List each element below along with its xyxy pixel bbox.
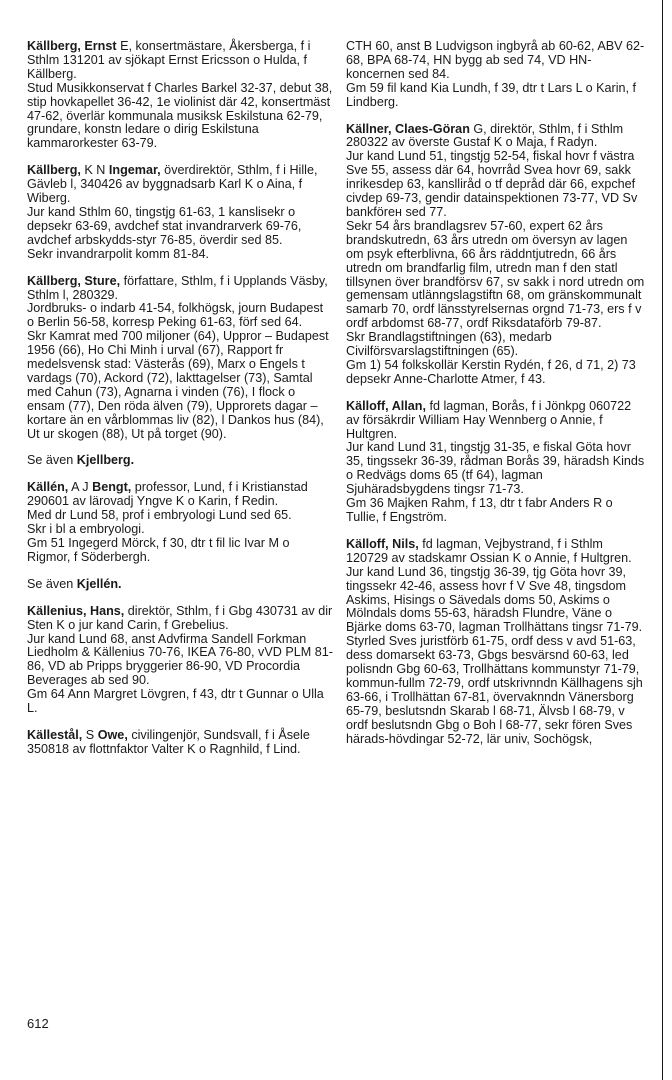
entry-head	[346, 400, 646, 442]
entry-head	[346, 538, 646, 566]
entry-paragraph: Jur kand Lund 68, anst Advfirma Sandell Forkman Liedholm & Källenius 70-76, IKEA 76-80, vVD PLM 81-86, VD ab Pripps bryggerier 86-90, VD Procordia Beverages ab sed 90.	[27, 631, 333, 688]
entry-paragraph: Jordbruks- o indarb 41-54, folkhögsk, journ Budapest o Berlin 56-58, korresp Peking 61-63, förf sed 64.	[27, 301, 324, 330]
entry-head	[346, 123, 646, 151]
entry-kallen-bengt	[27, 481, 333, 564]
page-edge-rule	[662, 0, 663, 1080]
entry-paragraph: Jur kand Lund 36, tingstjg 36-39, tjg Göta hovr 39, tingssekr 42-46, assess hovr f V Sve 48, tingsdom Askims, Hisings o Sävedals doms 50, Askims o Mölndals doms 55-63, häradsh Flundre, Väne o Bjärke doms 63-70, lagman Trollhättans tingsr 71-79.	[346, 564, 643, 635]
entry-kallenius-hans	[27, 605, 333, 716]
entry-kallberg-sture	[27, 275, 333, 442]
entry-paragraph: Gm 59 fil kand Kia Lundh, f 39, dtr t Lars L o Karin, f Lindberg.	[346, 80, 637, 109]
entry-intro: författare, Sthlm, f i Upplands Väsby, Sthlm l, 280329.	[27, 273, 328, 302]
left-column	[27, 40, 333, 770]
headword-given-name: Bengt,	[92, 480, 132, 495]
entry-initials: K N	[80, 163, 109, 178]
entry-paragraph: Skr Kamrat med 700 miljoner (64), Uppror – Budapest 1956 (66), Ho Chi Minh i urval (67), Rapport fr medelsvensk stad: Västerås (69), Marx o Engels t vardags (70), Ackord (72), lakttagelser (73), Samtal med Cahun (73), Agnarna i vinden (76), I flock o ensam (77), Den röda älven (79), Upprorets dagar – kortare än en vårblommas liv (82), l Dankos hus (84), Ut ur skogen (88), Ut på torget (90).	[27, 329, 329, 441]
see-also-label: Se även	[27, 453, 77, 468]
entry-paragraph: Skr i bl a embryologi.	[27, 522, 145, 537]
entry-intro: G, direktör, Sthlm, f i Sthlm 280322 av överste Gustaf K o Maja, f Radyn.	[346, 121, 624, 150]
entry-paragraph: Gm 64 Ann Margret Lövgren, f 43, dtr t Gunnar o Ulla L.	[27, 687, 324, 716]
page-number: 612	[27, 1016, 49, 1031]
headword: Källenius, Hans,	[27, 603, 125, 618]
entry-paragraph: Styrled Sves juristförb 61-75, ordf dess v avd 51-63, dess domarsekt 63-73, Gbgs besvärsnd 60-63, led polisndn Gbg 60-63, Trollhättans kommunstyr 71-79, kommun-fullm 72-79, ordf utskrivnndn Källhagens sjh 63-66, i Trollhättan 67-81, övervaknndn Vänersborg 65-79, beslutsndn Skarab l 68-71, Älvsb l 68-79, v ordf beslutsndn Gbg o Boh l 68-77, sekr fören Sves härads-hövdingar 52-72, lär univ, Sochögsk,	[346, 634, 643, 746]
entry-paragraph: Gm 36 Majken Rahm, f 13, dtr t fabr Anders R o Tullie, f Engström.	[346, 496, 613, 524]
headword: Källén,	[27, 480, 69, 495]
entry-intro: fd lagman, Vejbystrand, f i Sthlm 120729 av stadskamr Ossian K o Annie, f Hultgren.	[346, 536, 632, 565]
entry-paragraph: Gm 51 Ingegerd Mörck, f 30, dtr t fil lic Ivar M o Rigmor, f Söderbergh.	[27, 536, 290, 564]
cross-reference	[27, 578, 333, 592]
headword: Källberg, Ernst	[27, 39, 117, 53]
entry-intro: professor, Lund, f i Kristianstad 290601 av lärovadj Yngve K o Karin, f Redin.	[27, 480, 308, 509]
headword-given-name: Owe,	[97, 727, 128, 742]
entry-initials: A J	[68, 480, 93, 495]
entry-intro: fd lagman, Borås, f i Jönkpg 060722 av försäkrdir William Hay Wennberg o Annie, f Hultgren.	[346, 398, 632, 441]
headword-given-name: Ingemar,	[108, 163, 161, 178]
entry-head	[27, 275, 333, 303]
entry-intro: överdirektör, Sthlm, f i Hille, Gävleb l, 340426 av byggnadsarb Karl K o Aina, f Wiberg.	[27, 163, 318, 206]
entry-kallberg-ernst	[27, 40, 333, 151]
entry-paragraph: CTH 60, anst B Ludvigson ingbyrå ab 60-62, ABV 62-68, BPA 68-74, HN bygg ab sed 74, VD HN-koncernen sed 84.	[346, 39, 645, 81]
entry-kallner-claes-goran	[346, 123, 646, 387]
cross-reference-kjellberg	[27, 454, 333, 468]
entry-kalloff-allan	[346, 400, 646, 525]
entry-paragraph: Med dr Lund 58, prof i embryologi Lund sed 65.	[27, 508, 292, 523]
headword: Källner, Claes-Göran	[346, 121, 470, 136]
entry-initials: S	[82, 727, 98, 742]
entry-paragraph: Jur kand Lund 51, tingstjg 52-54, fiskal hovr f västra Sve 55, assess där 64, hovrråd Svea hovr 69, sakk inrikesdep 63, kanslliråd o tf depråd där 66, expchef civdep 69-73, gendir datainspektionen 73-77, VD Sv bankförен sed 77.	[346, 149, 638, 219]
headword: Källoff, Allan,	[346, 398, 426, 413]
entry-intro: direktör, Sthlm, f i Gbg 430731 av dir Sten K o jur kand Carin, f Grebelius.	[27, 603, 333, 632]
entry-head	[27, 605, 333, 633]
cross-reference	[27, 454, 333, 468]
entry-intro: civilingenjör, Sundsvall, f i Åsele 350818 av flottnfaktor Valter K o Ragnhild, f Lind.	[27, 727, 310, 756]
entry-head	[27, 40, 333, 82]
headword: Källberg, Sture,	[27, 273, 121, 288]
see-also-label: Se även	[27, 576, 77, 591]
headword: Källberg,	[27, 163, 81, 178]
entry-intro: E, konsertmästare, Åkersberga, f i Sthlm 131201 av sjökapt Ernst Ericsson o Hulda, f Källberg.	[27, 39, 311, 81]
entry-head	[27, 729, 333, 757]
entry-kallestal-owe	[27, 729, 333, 757]
cross-reference-target: Kjellberg.	[76, 453, 135, 468]
entry-kallberg-ingemar	[27, 164, 333, 261]
entry-head	[27, 164, 333, 206]
headword: Källestål,	[27, 727, 83, 742]
cross-reference-target: Kjellén.	[76, 576, 122, 591]
entry-paragraph: Gm 1) 54 folkskollär Kerstin Rydén, f 26, d 71, 2) 73 depsekr Anne-Charlotte Atmer, f 43.	[346, 357, 636, 386]
entry-paragraph: Jur kand Lund 31, tingstjg 31-35, e fiskal Göta hovr 35, tingssekr 36-39, rådman Borås 39, häradsh Kinds o Redvägs doms 65 (tf 64), lagman Sjuhäradsbygdens tingsr 71-73.	[346, 440, 645, 497]
entry-paragraph: Sekr 54 års brandlagsrev 57-60, expert 62 års brandskutredn, 63 års utredn om översyn av lagen om psyk efterblivna, 66 års räddntjutredn, 66 års utredn om brandfarlig film, utredn man f den statl tillsynen över brandförsv 67, sv sakk i nord utredn om gemensam utlänngslagstiftn 68, om gränskommunalt samarb 70, ordf länsstyrelsernas orgnd 71-73, ers f v ordf arbdomst 68-77, ordf Riksdataförb 79-87.	[346, 218, 645, 331]
entry-head	[27, 481, 333, 509]
right-column	[346, 40, 646, 760]
entry-kalloff-nils	[346, 538, 646, 747]
headword: Källoff, Nils,	[346, 536, 419, 551]
cross-reference-kjellen	[27, 578, 333, 592]
entry-paragraph: Skr Brandlagstiftningen (63), medarb Civilförsvarslagstiftningen (65).	[346, 330, 552, 359]
entry-kallestal-continued	[346, 40, 646, 110]
entry-paragraph: Stud Musikkonservat f Charles Barkel 32-37, debut 38, stip hovkapellet 36-42, 1e violinist där 42, konsertmäst 47-62, överlär kommunala musiksk Eskilstuna 62-79, grundare, konstn ledare o dirig Eskilstuna kammarorkester 63-79.	[27, 80, 333, 151]
entry-paragraph: Sekr invandrarpolit komm 81-84.	[27, 246, 209, 261]
entry-paragraph: Jur kand Sthlm 60, tingstjg 61-63, 1 kanslisekr o depsekr 63-69, avdchef stat invandrarverk 69-76, avdchef arbskydds-styr 76-85, överdir sed 85.	[27, 204, 302, 247]
